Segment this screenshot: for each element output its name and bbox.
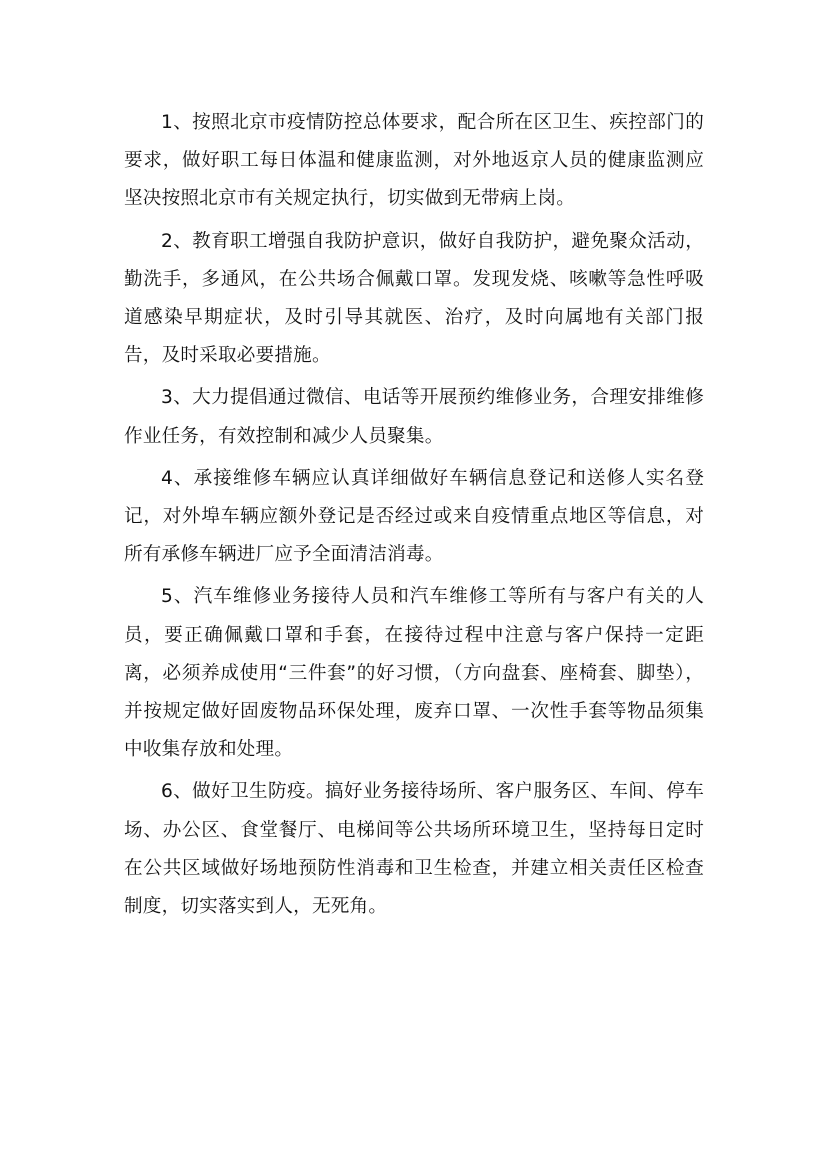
paragraph-1: 1、按照北京市疫情防控总体要求，配合所在区卫生、疾控部门的要求，做好职工每日体温和健康监测，对外地返京人员的健康监测应坚决按照北京市有关规定执行，切实做到无带病上岗。 <box>124 112 704 210</box>
paragraph-2: 2、教育职工增强自我防护意识，做好自我防护，避免聚众活动，勤洗手，多通风，在公共场合佩戴口罩。发现发烧、咳嗽等急性呼吸道感染早期症状，及时引导其就医、治疗，及时向属地有关部门报告，及时采取必要措施。 <box>124 230 704 367</box>
paragraph-4: 4、承接维修车辆应认真详细做好车辆信息登记和送修人实名登记，对外埠车辆应额外登记是否经过或来自疫情重点地区等信息，对所有承修车辆进厂应予全面清洁消毒。 <box>124 467 704 566</box>
paragraph-6: 6、做好卫生防疫。搞好业务接待场所、客户服务区、车间、停车场、办公区、食堂餐厅、电梯间等公共场所环境卫生，坚持每日定时在公共区域做好场地预防性消毒和卫生检查，并建立相关责任区检查制度，切实落实到人，无死角。 <box>124 781 704 918</box>
paragraph-5: 5、汽车维修业务接待人员和汽车维修工等所有与客户有关的人员，要正确佩戴口罩和手套，在接待过程中注意与客户保持一定距离，必须养成使用“三件套”的好习惯，（方向盘套、座椅套、脚垫），并按规定做好固废物品环保处理，废弃口罩、一次性手套等物品须集中收集存放和处理。 <box>124 586 704 761</box>
document-body <box>124 104 704 930</box>
paragraph-3: 3、大力提倡通过微信、电话等开展预约维修业务，合理安排维修作业任务，有效控制和减少人员聚集。 <box>124 387 704 447</box>
